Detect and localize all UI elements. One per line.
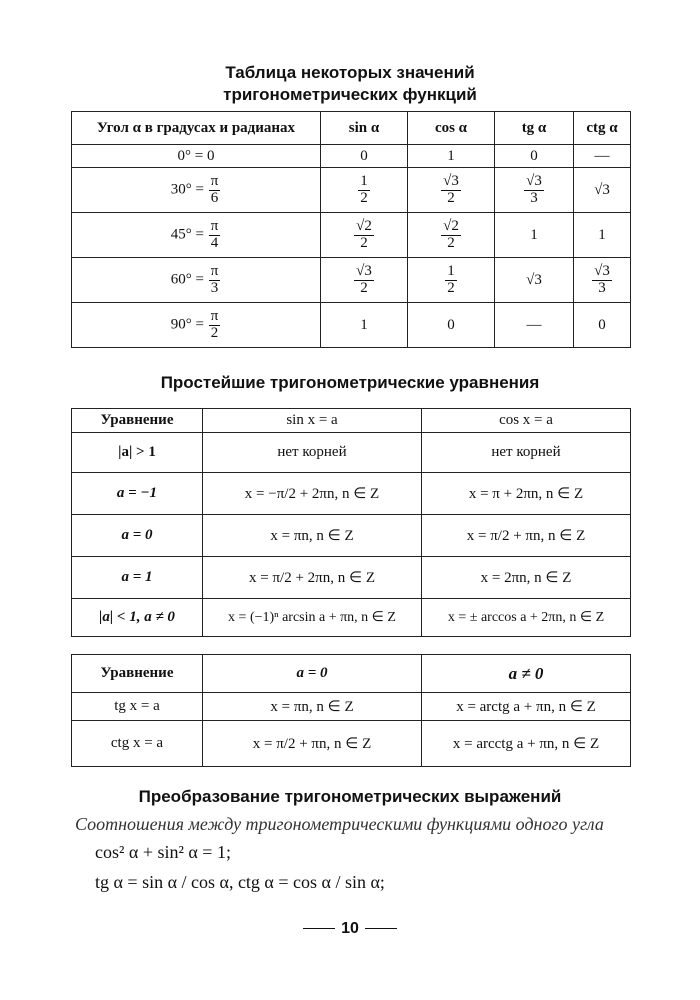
ctg-value: 0 <box>574 303 631 348</box>
pythagorean-identity: cos² α + sin² α = 1; <box>95 842 231 862</box>
ctg-value: √3 <box>574 168 631 213</box>
zero-solution: x = π/2 + πn, n ∈ Z <box>203 721 422 767</box>
cos-solution: x = 2πn, n ∈ Z <box>422 557 631 599</box>
sin-solution: x = −π/2 + 2πn, n ∈ Z <box>203 473 422 515</box>
equation-cell: ctg x = a <box>72 721 203 767</box>
tg-value: — <box>495 303 574 348</box>
cos-solution: x = π + 2πn, n ∈ Z <box>422 473 631 515</box>
sin-value: $\frac{√3}{2}$ <box>321 258 408 303</box>
ctg-value: $\frac{√3}{3}$ <box>574 258 631 303</box>
table-row <box>72 433 631 473</box>
cos-value: 1 <box>408 145 495 168</box>
condition-cell: a = 0 <box>72 515 203 557</box>
tg-ctg-definitions: tg α = sin α / cos α, ctg α = cos α / sin α; <box>95 872 385 892</box>
ctg-value: — <box>574 145 631 168</box>
table-row <box>72 693 631 721</box>
table-row <box>72 599 631 637</box>
zero-solution: x = πn, n ∈ Z <box>203 693 422 721</box>
header-sin: sin α <box>321 112 408 145</box>
header-equation: Уравнение <box>72 409 203 433</box>
header-equation: Уравнение <box>72 655 203 693</box>
header-a-nonzero: a ≠ 0 <box>422 655 631 693</box>
angle-cell: 90° = $\frac{\pi}{2}$ <box>72 303 321 348</box>
cos-solution: x = ± arccos a + 2πn, n ∈ Z <box>422 599 631 637</box>
angle-cell: 30° = $\frac{\pi}{6}$ <box>72 168 321 213</box>
cos-value: 0 <box>408 303 495 348</box>
cos-value: $\frac{1}{2}$ <box>408 258 495 303</box>
angle-cell: 60° = $\frac{\pi}{3}$ <box>72 258 321 303</box>
cos-solution: нет корней <box>422 433 631 473</box>
header-sin-eq: sin x = a <box>203 409 422 433</box>
sin-value: $\frac{1}{2}$ <box>321 168 408 213</box>
sin-value: 0 <box>321 145 408 168</box>
condition-cell: a = −1 <box>72 473 203 515</box>
tg-value: $\frac{√3}{3}$ <box>495 168 574 213</box>
sin-value: 1 <box>321 303 408 348</box>
header-cos: cos α <box>408 112 495 145</box>
sin-solution: x = (−1)ⁿ arcsin a + πn, n ∈ Z <box>203 599 422 637</box>
relations-subtitle: Соотношения между тригонометрическими функциями одного угла <box>75 814 604 834</box>
sin-cos-equations-table <box>71 408 631 637</box>
equations-title: Простейшие тригонометрические уравнения <box>160 373 540 392</box>
cos-solution: x = π/2 + πn, n ∈ Z <box>422 515 631 557</box>
table-row <box>72 145 631 168</box>
angle-cell: 45° = $\frac{\pi}{4}$ <box>72 213 321 258</box>
table-row <box>72 303 631 348</box>
table-row <box>72 721 631 767</box>
header-ctg: ctg α <box>574 112 631 145</box>
cos-value: $\frac{√2}{2}$ <box>408 213 495 258</box>
sin-solution: x = π/2 + 2πn, n ∈ Z <box>203 557 422 599</box>
header-tg: tg α <box>495 112 574 145</box>
sin-solution: нет корней <box>203 433 422 473</box>
condition-cell: |a| > 1 <box>72 433 203 473</box>
cos-value: $\frac{√3}{2}$ <box>408 168 495 213</box>
table1-title-line1: Таблица некоторых значений <box>225 63 475 82</box>
page-number: 10 <box>0 920 700 938</box>
header-cos-eq: cos x = a <box>422 409 631 433</box>
nonzero-solution: x = arctg a + πn, n ∈ Z <box>422 693 631 721</box>
table-row <box>72 515 631 557</box>
table-row <box>72 168 631 213</box>
sin-value: $\frac{√2}{2}$ <box>321 213 408 258</box>
ctg-value: 1 <box>574 213 631 258</box>
tg-value: 1 <box>495 213 574 258</box>
header-a-zero: a = 0 <box>203 655 422 693</box>
header-angle: Угол α в градусах и радианах <box>72 112 321 145</box>
sin-solution: x = πn, n ∈ Z <box>203 515 422 557</box>
tg-ctg-equations-table <box>71 654 631 767</box>
table-row <box>72 258 631 303</box>
condition-cell: a = 1 <box>72 557 203 599</box>
table-row <box>72 473 631 515</box>
tg-value: 0 <box>495 145 574 168</box>
angle-cell: 0° = 0 <box>72 145 321 168</box>
equation-cell: tg x = a <box>72 693 203 721</box>
tg-value: √3 <box>495 258 574 303</box>
table-row <box>72 213 631 258</box>
trig-values-table <box>71 111 631 348</box>
transformations-title: Преобразование тригонометрических выражений <box>138 787 562 806</box>
nonzero-solution: x = arcctg a + πn, n ∈ Z <box>422 721 631 767</box>
condition-cell: |a| < 1, a ≠ 0 <box>72 599 203 637</box>
table1-title-line2: тригонометрических функций <box>223 85 477 104</box>
table-row <box>72 557 631 599</box>
